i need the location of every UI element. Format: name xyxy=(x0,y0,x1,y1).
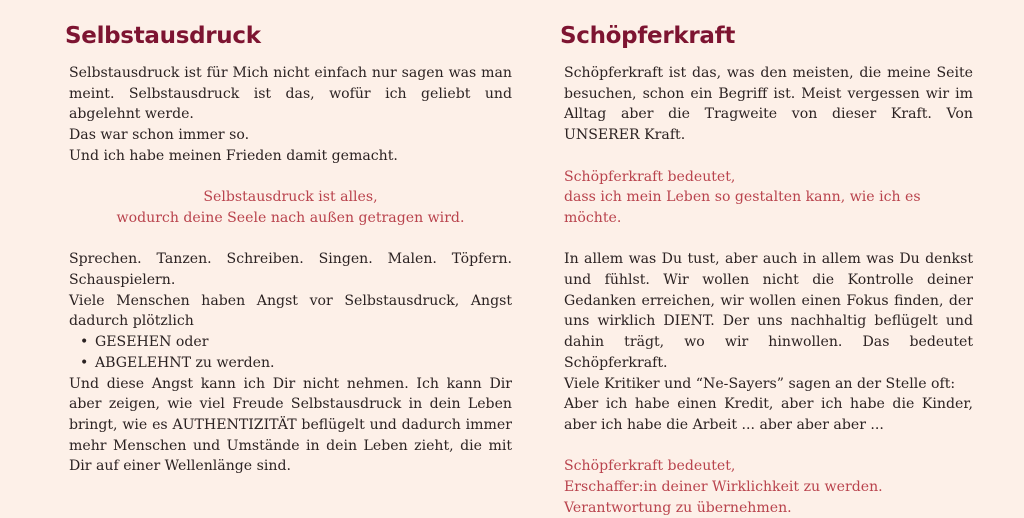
bullet-icon: • xyxy=(80,334,89,351)
selbstausdruck-quote xyxy=(69,187,512,228)
fear-intro-text: Viele Menschen haben Angst vor Selbstausdruck, Angst dadurch plötzlich xyxy=(69,292,512,330)
activities-text: Sprechen. Tanzen. Schreiben. Singen. Malen. Töpfern. Schauspielern. xyxy=(69,251,512,288)
schoepferkraft-section xyxy=(560,20,973,518)
critics-line: Viele Kritiker und “Ne-Sayers” sagen an der Stelle oft: xyxy=(564,375,956,392)
selbstausdruck-heading: Selbstausdruck xyxy=(65,23,261,49)
schoepferkraft-accent-1 xyxy=(564,167,973,229)
bullet-icon: • xyxy=(80,354,89,371)
spacer xyxy=(69,167,512,188)
objection-text: Aber ich habe einen Kredit, aber ich habe die Kinder, aber ich habe die Arbeit ... aber aber aber ... xyxy=(564,396,973,433)
schoepferkraft-accent-2 xyxy=(564,456,973,518)
schoepferkraft-body: In allem was Du tust, aber auch in allem was Du denkst und fühlst. Wir wollen nicht die Kontrolle deiner Gedanken erreichen, wir wollen einen Fokus finden, der uns wirklich DIENT. Der uns nachhaltig beflügelt und dahin trägt, wo wir hinwollen. Das bedeutet Schöpferkraft. xyxy=(564,251,973,371)
spacer xyxy=(69,229,512,250)
spacer xyxy=(564,436,973,457)
schoepferkraft-heading: Schöpferkraft xyxy=(560,23,736,49)
fear-bullet-list xyxy=(69,332,512,373)
selbstausdruck-section xyxy=(65,20,512,477)
quote-line-2: wodurch deine Seele nach außen getragen wird. xyxy=(116,209,465,226)
selbstausdruck-always-line: Das war schon immer so. xyxy=(69,127,250,144)
schoepferkraft-intro: Schöpferkraft ist das, was den meisten, die meine Seite besuchen, schon ein Begriff ist. Meist vergessen wir im Alltag aber die Tragweite von dieser Kraft. Von UNSERER Kraft. xyxy=(564,65,973,144)
bullet-text: ABGELEHNT zu werden. xyxy=(95,354,275,371)
list-item xyxy=(80,353,512,374)
spacer xyxy=(564,229,973,250)
selbstausdruck-peace-line: Und ich habe meinen Frieden damit gemacht. xyxy=(69,147,398,164)
accent-2-line-1: Schöpferkraft bedeutet, xyxy=(564,458,736,475)
selbstausdruck-intro: Selbstausdruck ist für Mich nicht einfach nur sagen was man meint. Selbstausdruck ist das, wofür ich geliebt und abgelehnt werde. xyxy=(69,65,512,123)
spacer xyxy=(564,146,973,167)
accent-2-line-2: Erschaffer:in deiner Wirklichkeit zu werden. xyxy=(564,479,883,496)
quote-line-1: Selbstausdruck ist alles, xyxy=(203,189,378,206)
list-item xyxy=(80,332,512,353)
bullet-text: GESEHEN oder xyxy=(95,334,209,351)
selbstausdruck-closing: Und diese Angst kann ich Dir nicht nehmen. Ich kann Dir aber zeigen, wie viel Freude Selbstausdruck in dein Leben bringt, wie es AUTHENTIZITÄT beflügelt und dadurch immer mehr Menschen und Umstände in dein Leben zieht, die mit Dir auf einer Wellenlänge sind. xyxy=(69,375,512,475)
accent-1-line-2: dass ich mein Leben so gestalten kann, wie ich es möchte. xyxy=(564,189,921,226)
accent-2-line-3: Verantwortung zu übernehmen. xyxy=(564,499,792,516)
accent-1-line-1: Schöpferkraft bedeutet, xyxy=(564,168,736,185)
